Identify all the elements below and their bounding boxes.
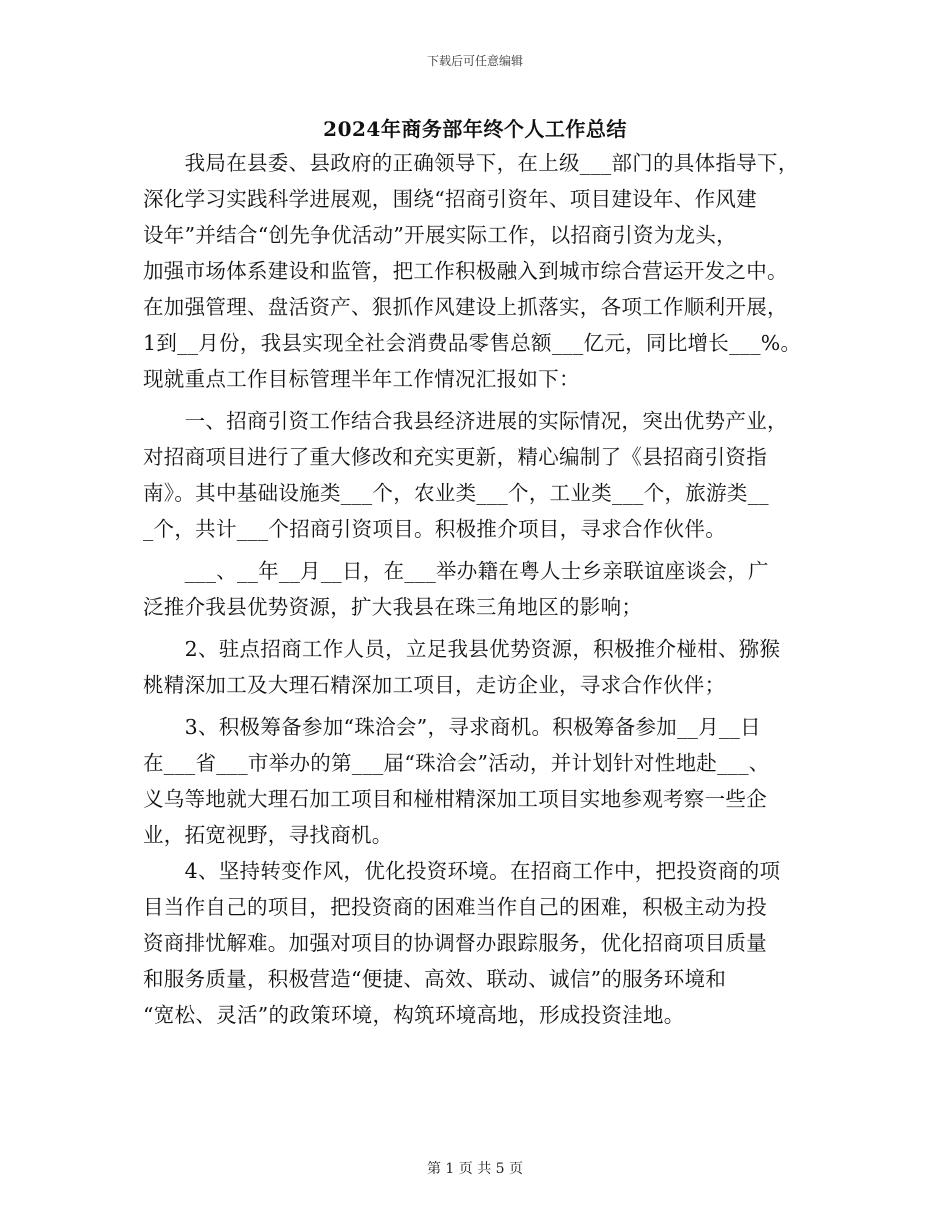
body-line: “宽松、灵活”的政策环境，构筑环境高地，形成投资洼地。: [143, 1003, 685, 1027]
body-line: 设年”并结合“创先争优活动”开展实际工作，以招商引资为龙头，: [143, 223, 737, 247]
body-line: 4、坚持转变作风，优化投资环境。在招商工作中，把投资商的项: [143, 859, 781, 883]
body-line: 业，拓宽视野，寻找商机。: [143, 823, 393, 847]
body-line: 桃精深加工及大理石精深加工项目，走访企业，寻求合作伙伴；: [143, 673, 726, 697]
body-line: 和服务质量，积极营造“便捷、高效、联动、诚信”的服务环境和: [143, 967, 727, 991]
header-note: 下载后可任意编辑: [426, 54, 523, 68]
body-line: 义乌等地就大理石加工项目和椪柑精深加工项目实地参观考察一些企: [143, 787, 767, 811]
body-line: _个，共计___个招商引资项目。积极推介项目，寻求合作伙伴。: [143, 517, 726, 541]
body-line: 一、招商引资工作结合我县经济进展的实际情况，突出优势产业，: [143, 409, 788, 433]
body-line: 资商排忧解难。加强对项目的协调督办跟踪服务，优化招商项目质量: [143, 931, 767, 955]
body-line: 我局在县委、县政府的正确领导下，在上级___部门的具体指导下，: [143, 151, 799, 175]
body-line: 在___省___市举办的第___届“珠洽会”活动，并计划针对性地赴___、: [143, 751, 770, 775]
body-line: 泛推介我县优势资源，扩大我县在珠三角地区的影响；: [143, 595, 643, 619]
body-line: 现就重点工作目标管理半年工作情况汇报如下：: [143, 367, 580, 391]
body-line: 南》。其中基础设施类___个，农业类___个，工业类___个，旅游类__: [143, 481, 769, 505]
body-line: 目当作自己的项目，把投资商的困难当作自己的困难，积极主动为投: [143, 895, 767, 919]
body-line: 3、积极筹备参加“珠洽会”，寻求商机。积极筹备参加__月__日: [143, 715, 761, 739]
body-line: ___、__年__月__日，在___举办籍在粤人士乡亲联谊座谈会，广: [143, 559, 769, 583]
body-line: 加强市场体系建设和监管，把工作积极融入到城市综合营运开发之中。: [143, 259, 788, 283]
body-line: 在加强管理、盘活资产、狠抓作风建设上抓落实，各项工作顺利开展，: [143, 295, 788, 319]
document-title: 2024年商务部年终个人工作总结: [323, 117, 627, 141]
page-footer: 第 1 页 共 5 页: [426, 1161, 524, 1177]
body-line: 1到__月份，我县实现全社会消费品零售总额___亿元，同比增长___%。: [143, 331, 802, 355]
body-line: 2、驻点招商工作人员，立足我县优势资源，积极推介椪柑、猕猴: [143, 637, 781, 661]
body-line: 对招商项目进行了重大修改和充实更新，精心编制了《县招商引资指: [143, 445, 767, 469]
body-line: 深化学习实践科学进展观，围绕“招商引资年、项目建设年、作风建: [143, 187, 757, 211]
